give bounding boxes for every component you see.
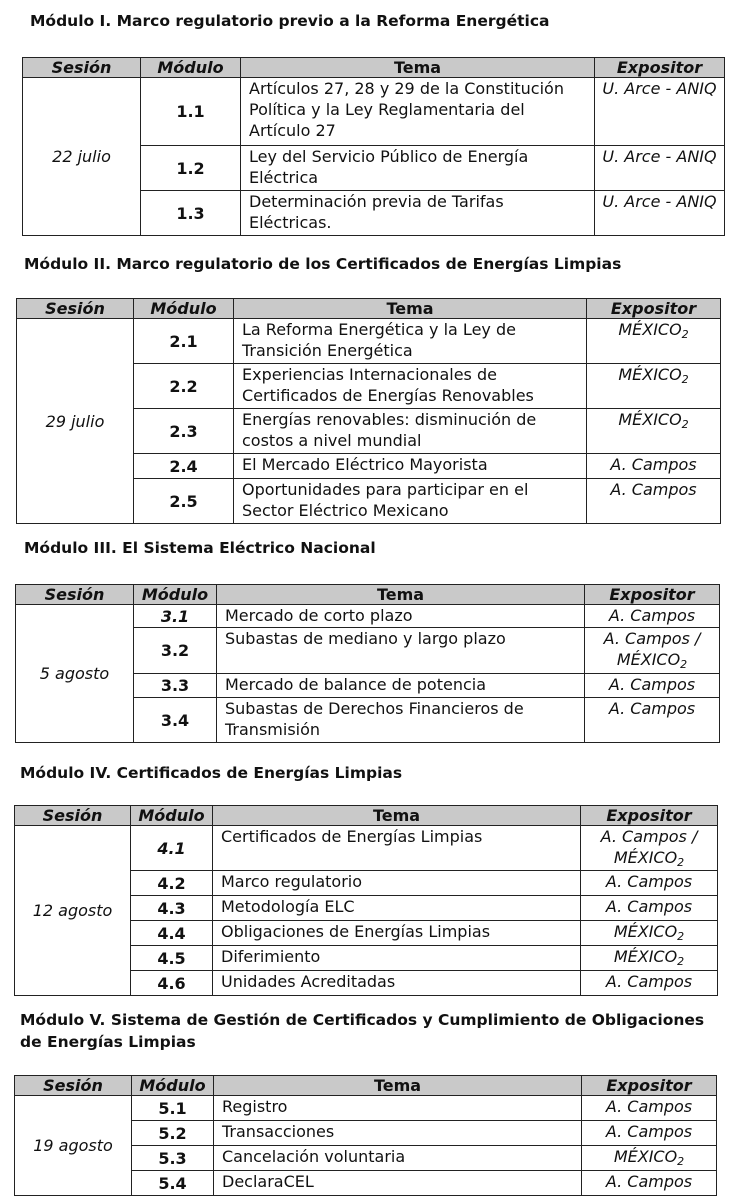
speaker: A. Campos <box>581 871 718 896</box>
header-speaker: Expositor <box>595 58 725 78</box>
module-3-table <box>15 584 720 743</box>
module-number: 1.2 <box>141 146 241 191</box>
table-header-row <box>17 299 721 319</box>
table-row <box>15 826 718 871</box>
header-session: Sesión <box>23 58 141 78</box>
table-header-row <box>23 58 725 78</box>
table-header-row <box>15 1076 717 1096</box>
module-number: 4.1 <box>131 826 213 871</box>
module-4-table <box>14 805 718 996</box>
header-session: Sesión <box>17 299 134 319</box>
module-number: 4.6 <box>131 971 213 996</box>
speaker: A. Campos <box>585 698 720 743</box>
speaker: $MÉXICO_2$ <box>587 409 721 454</box>
module-number: 2.2 <box>134 364 234 409</box>
module-number: 5.3 <box>132 1146 214 1171</box>
session-date: 5 agosto <box>16 605 134 743</box>
session-date: 12 agosto <box>15 826 131 996</box>
speaker: A. Campos <box>581 896 718 921</box>
header-module: Módulo <box>134 585 217 605</box>
module-number: 2.4 <box>134 454 234 479</box>
header-topic: Tema <box>241 58 595 78</box>
table-row <box>15 1096 717 1121</box>
topic: Determinación previa de Tarifas Eléctricas. <box>241 191 595 236</box>
speaker: A. Campos <box>587 479 721 524</box>
header-speaker: Expositor <box>585 585 720 605</box>
module-3-title: Módulo III. El Sistema Eléctrico Nacional <box>24 539 376 557</box>
speaker: $MÉXICO_2$ <box>581 946 718 971</box>
header-speaker: Expositor <box>587 299 721 319</box>
topic: Registro <box>214 1096 582 1121</box>
module-number: 4.2 <box>131 871 213 896</box>
module-number: 3.3 <box>134 674 217 698</box>
module-number: 5.2 <box>132 1121 214 1146</box>
topic: Obligaciones de Energías Limpias <box>213 921 581 946</box>
table-row <box>16 605 720 628</box>
speaker: A. Campos <box>585 674 720 698</box>
topic: La Reforma Energética y la Ley de Transición Energética <box>234 319 587 364</box>
speaker: $MÉXICO_2$ <box>587 319 721 364</box>
table-header-row <box>16 585 720 605</box>
header-topic: Tema <box>214 1076 582 1096</box>
speaker: $MÉXICO_2$ <box>582 1146 717 1171</box>
header-module: Módulo <box>131 806 213 826</box>
speaker: U. Arce - ANIQ <box>595 78 725 146</box>
topic: Metodología ELC <box>213 896 581 921</box>
speaker: $MÉXICO_2$ <box>581 921 718 946</box>
speaker: U. Arce - ANIQ <box>595 191 725 236</box>
session-date: 22 julio <box>23 78 141 236</box>
module-number: 2.5 <box>134 479 234 524</box>
speaker: A. Campos / $MÉXICO_2$ <box>581 826 718 871</box>
topic: Experiencias Internacionales de Certificados de Energías Renovables <box>234 364 587 409</box>
topic: DeclaraCEL <box>214 1171 582 1196</box>
topic: Cancelación voluntaria <box>214 1146 582 1171</box>
speaker: A. Campos / $MÉXICO_2$ <box>585 628 720 674</box>
topic: Unidades Acreditadas <box>213 971 581 996</box>
module-number: 4.4 <box>131 921 213 946</box>
speaker: A. Campos <box>587 454 721 479</box>
table-row <box>23 78 725 146</box>
module-1-title: Módulo I. Marco regulatorio previo a la Reforma Energética <box>30 12 550 30</box>
module-5-table <box>14 1075 717 1196</box>
topic: Oportunidades para participar en el Sector Eléctrico Mexicano <box>234 479 587 524</box>
header-speaker: Expositor <box>582 1076 717 1096</box>
session-date: 19 agosto <box>15 1096 132 1196</box>
speaker: A. Campos <box>581 971 718 996</box>
speaker: A. Campos <box>582 1121 717 1146</box>
table-row <box>17 319 721 364</box>
topic: El Mercado Eléctrico Mayorista <box>234 454 587 479</box>
header-topic: Tema <box>234 299 587 319</box>
speaker: A. Campos <box>585 605 720 628</box>
module-number: 3.4 <box>134 698 217 743</box>
topic: Subastas de Derechos Financieros de Transmisión <box>217 698 585 743</box>
header-module: Módulo <box>141 58 241 78</box>
module-5-title: Módulo V. Sistema de Gestión de Certificados y Cumplimiento de Obligaciones de Energías Limpias <box>20 1011 705 1051</box>
module-number: 1.1 <box>141 78 241 146</box>
module-number: 5.4 <box>132 1171 214 1196</box>
header-module: Módulo <box>134 299 234 319</box>
header-topic: Tema <box>217 585 585 605</box>
header-session: Sesión <box>15 1076 132 1096</box>
topic: Energías renovables: disminución de costos a nivel mundial <box>234 409 587 454</box>
topic: Transacciones <box>214 1121 582 1146</box>
header-session: Sesión <box>16 585 134 605</box>
module-number: 2.1 <box>134 319 234 364</box>
topic: Ley del Servicio Público de Energía Eléctrica <box>241 146 595 191</box>
session-date: 29 julio <box>17 319 134 524</box>
topic: Mercado de corto plazo <box>217 605 585 628</box>
module-number: 3.2 <box>134 628 217 674</box>
speaker: A. Campos <box>582 1096 717 1121</box>
header-module: Módulo <box>132 1076 214 1096</box>
topic: Certificados de Energías Limpias <box>213 826 581 871</box>
topic: Marco regulatorio <box>213 871 581 896</box>
module-number: 3.1 <box>134 605 217 628</box>
table-header-row <box>15 806 718 826</box>
module-number: 1.3 <box>141 191 241 236</box>
speaker: $MÉXICO_2$ <box>587 364 721 409</box>
module-number: 4.3 <box>131 896 213 921</box>
module-2-title: Módulo II. Marco regulatorio de los Certificados de Energías Limpias <box>24 255 622 273</box>
module-number: 4.5 <box>131 946 213 971</box>
topic: Artículos 27, 28 y 29 de la Constitución Política y la Ley Reglamentaria del Artículo 27 <box>241 78 595 146</box>
module-1-table <box>22 57 725 236</box>
topic: Mercado de balance de potencia <box>217 674 585 698</box>
speaker: A. Campos <box>582 1171 717 1196</box>
module-number: 2.3 <box>134 409 234 454</box>
speaker: U. Arce - ANIQ <box>595 146 725 191</box>
header-topic: Tema <box>213 806 581 826</box>
module-4-title: Módulo IV. Certificados de Energías Limpias <box>20 764 403 782</box>
module-2-table <box>16 298 721 524</box>
topic: Diferimiento <box>213 946 581 971</box>
header-speaker: Expositor <box>581 806 718 826</box>
topic: Subastas de mediano y largo plazo <box>217 628 585 674</box>
header-session: Sesión <box>15 806 131 826</box>
module-number: 5.1 <box>132 1096 214 1121</box>
